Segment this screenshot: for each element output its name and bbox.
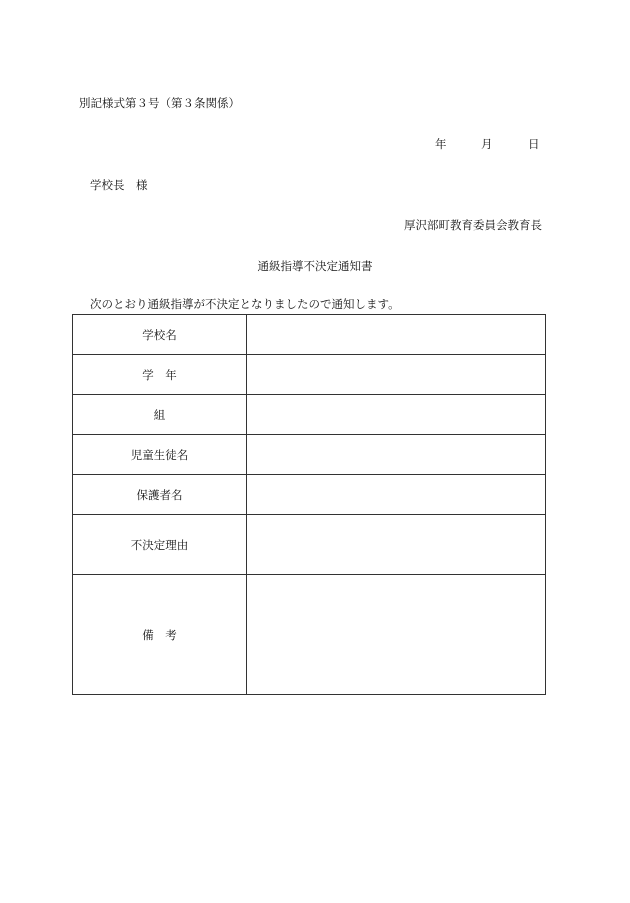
grade-field[interactable]	[247, 355, 546, 395]
date-day-label: 日	[528, 137, 540, 151]
school-name-label: 学校名	[73, 315, 247, 355]
body-text: 次のとおり通級指導が不決定となりましたので通知します。	[90, 297, 400, 311]
guardian-name-field[interactable]	[247, 475, 546, 515]
table-row	[73, 575, 546, 695]
issuer: 厚沢部町教育委員会教育長	[404, 218, 542, 232]
grade-label: 学 年	[73, 355, 247, 395]
table-row	[73, 435, 546, 475]
class-field[interactable]	[247, 395, 546, 435]
document-title: 通級指導不決定通知書	[257, 259, 373, 273]
date-month-label: 月	[481, 137, 493, 151]
form-table	[72, 314, 546, 695]
table-row	[73, 315, 546, 355]
remarks-field[interactable]	[247, 575, 546, 695]
form-number: 別記様式第３号（第３条関係）	[79, 96, 240, 110]
table-row	[73, 515, 546, 575]
table-row	[73, 475, 546, 515]
addressee: 学校長 様	[90, 178, 148, 192]
date-line	[430, 139, 545, 153]
school-name-field[interactable]	[247, 315, 546, 355]
reason-label: 不決定理由	[73, 515, 247, 575]
remarks-label: 備 考	[73, 575, 247, 695]
guardian-name-label: 保護者名	[73, 475, 247, 515]
class-label: 組	[73, 395, 247, 435]
reason-field[interactable]	[247, 515, 546, 575]
date-year-label: 年	[435, 137, 447, 151]
table-row	[73, 355, 546, 395]
table-row	[73, 395, 546, 435]
student-name-label: 児童生徒名	[73, 435, 247, 475]
student-name-field[interactable]	[247, 435, 546, 475]
